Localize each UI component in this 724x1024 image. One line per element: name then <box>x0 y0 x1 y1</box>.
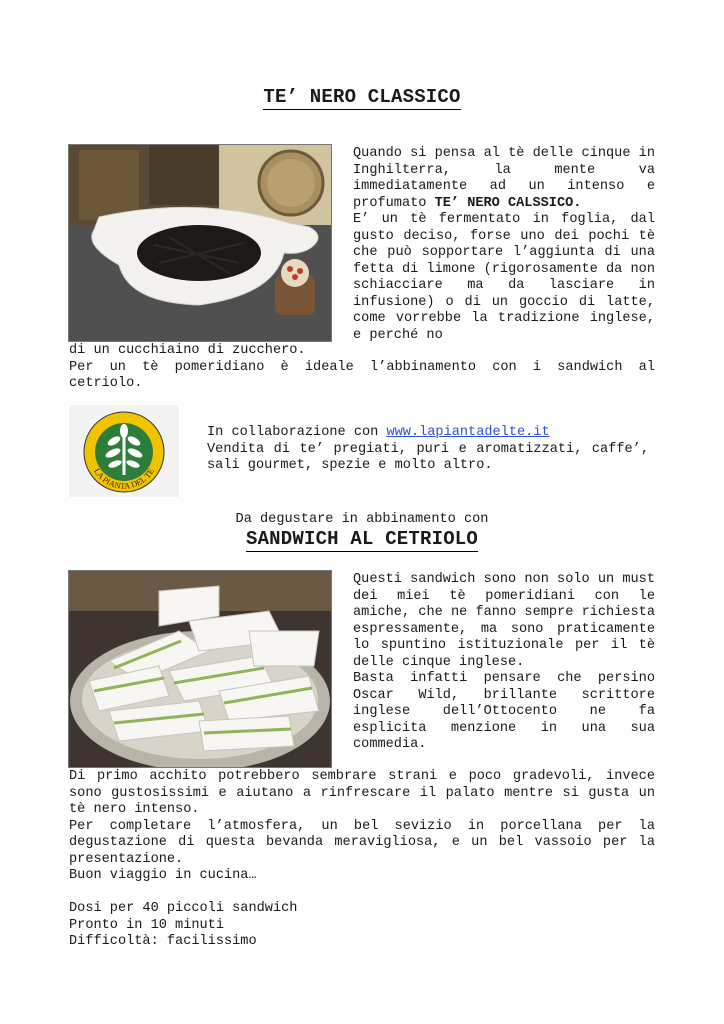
logo-text: LA PIANTA DEL TE <box>92 466 156 491</box>
intro-continuation <box>69 343 655 393</box>
sandwich-photo-image <box>68 570 332 768</box>
section-title-sandwich: SANDWICH AL CETRIOLO <box>245 528 479 550</box>
continuation-line: di un cucchiaino di zucchero. <box>69 343 306 358</box>
sandwich-column <box>353 572 655 754</box>
tea-description-paragraph: E’ un tè fermentato in foglia, dal gusto deciso, forse uno dei pochi tè che può sopportare l’aggiunta di una fetta di limone (rigorosamente da non schiacciare ma da lasciare in infusione) o di un goccio di latte, come vorrebbe la tradizione inglese, e perché no <box>353 212 655 343</box>
time-line: Pronto in 10 minuti <box>69 917 224 933</box>
lapiantadelte-link[interactable]: www.lapiantadelte.it <box>386 425 550 440</box>
tea-photo-image <box>68 144 332 342</box>
intro-column <box>353 146 655 344</box>
page-title: TE’ NERO CLASSICO <box>263 86 461 108</box>
blank-line <box>69 885 655 902</box>
collaboration-line: In collaborazione con www.lapiantadelte.it <box>207 425 550 440</box>
la-pianta-del-te-logo <box>69 405 179 497</box>
pairing-paragraph: Per un tè pomeridiano è ideale l’abbinamento con i sandwich al cetriolo. <box>69 359 655 391</box>
intro-paragraph: Quando si pensa al tè delle cinque in Inghilterra, la mente va immediatamente ad un intenso e profumato TE’ NERO CALSSICO. <box>353 146 655 211</box>
intro-bold-tea-name: TE’ NERO CALSSICO. <box>434 195 582 211</box>
tea-plant-logo-icon <box>69 405 179 497</box>
sandwich-intro-paragraph: Questi sandwich sono non solo un must dei miei tè pomeridiani con le amiche, che ne fanno sempre richiesta espressamente, ma sono praticamente lo spuntino istituzionale per il tè delle cinque inglese. <box>353 572 655 670</box>
closing-line: Buon viaggio in cucina… <box>69 868 257 883</box>
atmosphere-paragraph: Per completare l’atmosfera, un bel sevizio in porcellana per la degustazione di questa bevanda meravigliosa, e un bel vassoio per la presentazione. <box>69 818 655 867</box>
pairing-subtitle: Da degustare in abbinamento con <box>235 512 489 527</box>
teapot-dish-with-black-tea-leaves-image <box>69 145 331 341</box>
cucumber-sandwiches-plate-image <box>69 571 331 767</box>
difficulty-line: Difficoltà: facilissimo <box>69 934 257 949</box>
taste-paragraph: Di primo acchito potrebbero sembrare strani e poco gradevoli, invece sono gustosissimi e aiutano a rinfrescare il palato mentre si gusta un tè nero intenso. <box>69 769 655 817</box>
collaboration-description: Vendita di te’ pregiati, puri e aromatizzati, caffe’, sali gourmet, spezie e molto altro. <box>207 441 649 473</box>
collaboration-block <box>207 425 649 475</box>
doses-line: Dosi per 40 piccoli sandwich <box>69 901 298 916</box>
oscar-wild-paragraph: Basta infatti pensare che persino Oscar Wild, brillante scrittore inglese dell’Ottocento ne fa esplicita menzione in una sua commedia. <box>353 671 655 752</box>
sandwich-continuation <box>69 769 655 951</box>
